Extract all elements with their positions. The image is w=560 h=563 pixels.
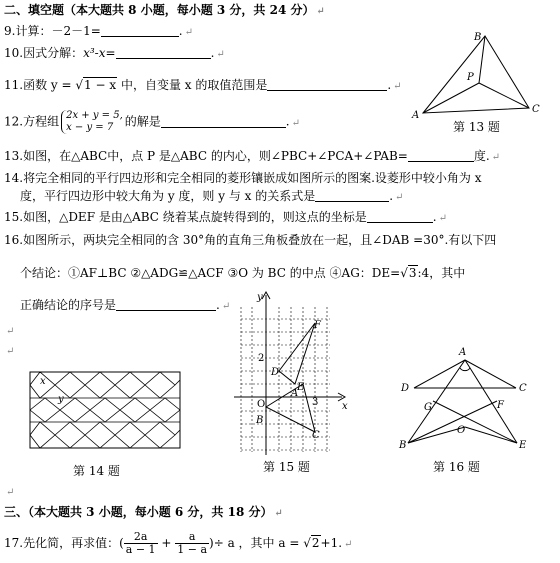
question-13: 13.如图，在△ABC中，点 P 是△ABC 的内心，则∠PBC+∠PCA+∠PAB= 度. ↵ [4,149,501,163]
answer-blank [367,210,433,223]
question-10: 10.因式分解：x³-x= . ↵ [4,46,225,60]
point-label-f: F [497,400,504,411]
answer-blank [161,115,286,128]
question-11: 11.函数 y = √1 − x 中，自变量 x 的取值范围是 . ↵ [4,78,402,92]
tick-label-2: 2 [258,353,265,364]
point-label-p: P [467,72,474,83]
question-14-line2: 度，平行四边形中较大角为 y 度，则 y 与 x 的关系式是 . ↵ [20,189,404,203]
point-label-g: G [424,402,432,413]
answer-blank [315,189,389,202]
section-3-title: 三、（本大题共 3 小题，每小题 6 分，共 18 分） ↵ [4,505,283,519]
question-12: 12.方程组 2x + y = 5, x − y = 7 的解是 . ↵ [4,110,300,133]
figure-16-caption: 第 16 题 [433,460,480,474]
point-label-o: O [457,425,466,436]
answer-blank [116,298,216,311]
vertex-label-c: C [519,383,527,394]
vertex-label-b: B [474,32,482,43]
angle-label-y: y [58,394,64,405]
question-16-line3: 正确结论的序号是 . ↵ [20,298,231,312]
question-16-line2: 个结论：①AF⊥BC ②△ADG≌△ACF ③O 为 BC 的中点 ④AG：DE=√3:4，其中 [20,266,466,280]
vertex-label-c: C [532,104,540,115]
axis-label-x: x [342,401,348,412]
vertex-label-a: A [412,110,420,121]
return-mark: ↵ [6,487,15,498]
question-14-line1: 14.将完全相同的平行四边形和完全相同的菱形镶嵌成如图所示的图案.设菱形中较小角为 x [4,171,482,185]
axis-label-y: y [257,292,263,303]
vertex-label-f: F [314,320,321,331]
question-9: 9.计算：－2－1= . ↵ [4,24,193,38]
figure-15-caption: 第 15 题 [263,460,310,474]
vertex-label-c: C [312,430,320,441]
answer-blank [116,46,211,59]
return-mark: ↵ [6,326,15,337]
angle-label-x: x [40,376,46,387]
vertex-label-b: B [399,440,407,451]
question-15: 15.如图，△DEF 是由△ABC 绕着某点旋转得到的，则这点的坐标是 . ↵ [4,210,447,224]
tick-label-3: 3 [312,397,319,408]
answer-blank [408,149,474,162]
figure-13-caption: 第 13 题 [453,120,500,134]
question-17: 17.先化简，再求值：( $\frac{2a}{a - 1}$ + $\frac{a}{1 - a}$ )÷ a ，其中 a = √2+1. ↵ [4,530,353,556]
vertex-label-a: A [459,347,467,358]
question-16-line1: 16.如图所示，两块完全相同的含 30°角的直角三角板叠放在一起，且∠DAB =30°.有以下四 [4,233,497,247]
origin-label: O [257,399,266,410]
answer-blank [267,78,387,91]
figure-14-caption: 第 14 题 [73,464,120,478]
vertex-label-d: D [271,367,280,378]
vertex-label-e: E [297,382,305,393]
vertex-label-d: D [401,383,410,394]
vertex-label-a: A [291,388,299,399]
return-mark: ↵ [6,346,15,357]
vertex-label-e: E [519,440,527,451]
section-2-title: 二、填空题（本大题共 8 小题，每小题 3 分，共 24 分） ↵ [4,3,325,17]
vertex-label-b: B [256,415,264,426]
answer-blank [101,24,179,37]
